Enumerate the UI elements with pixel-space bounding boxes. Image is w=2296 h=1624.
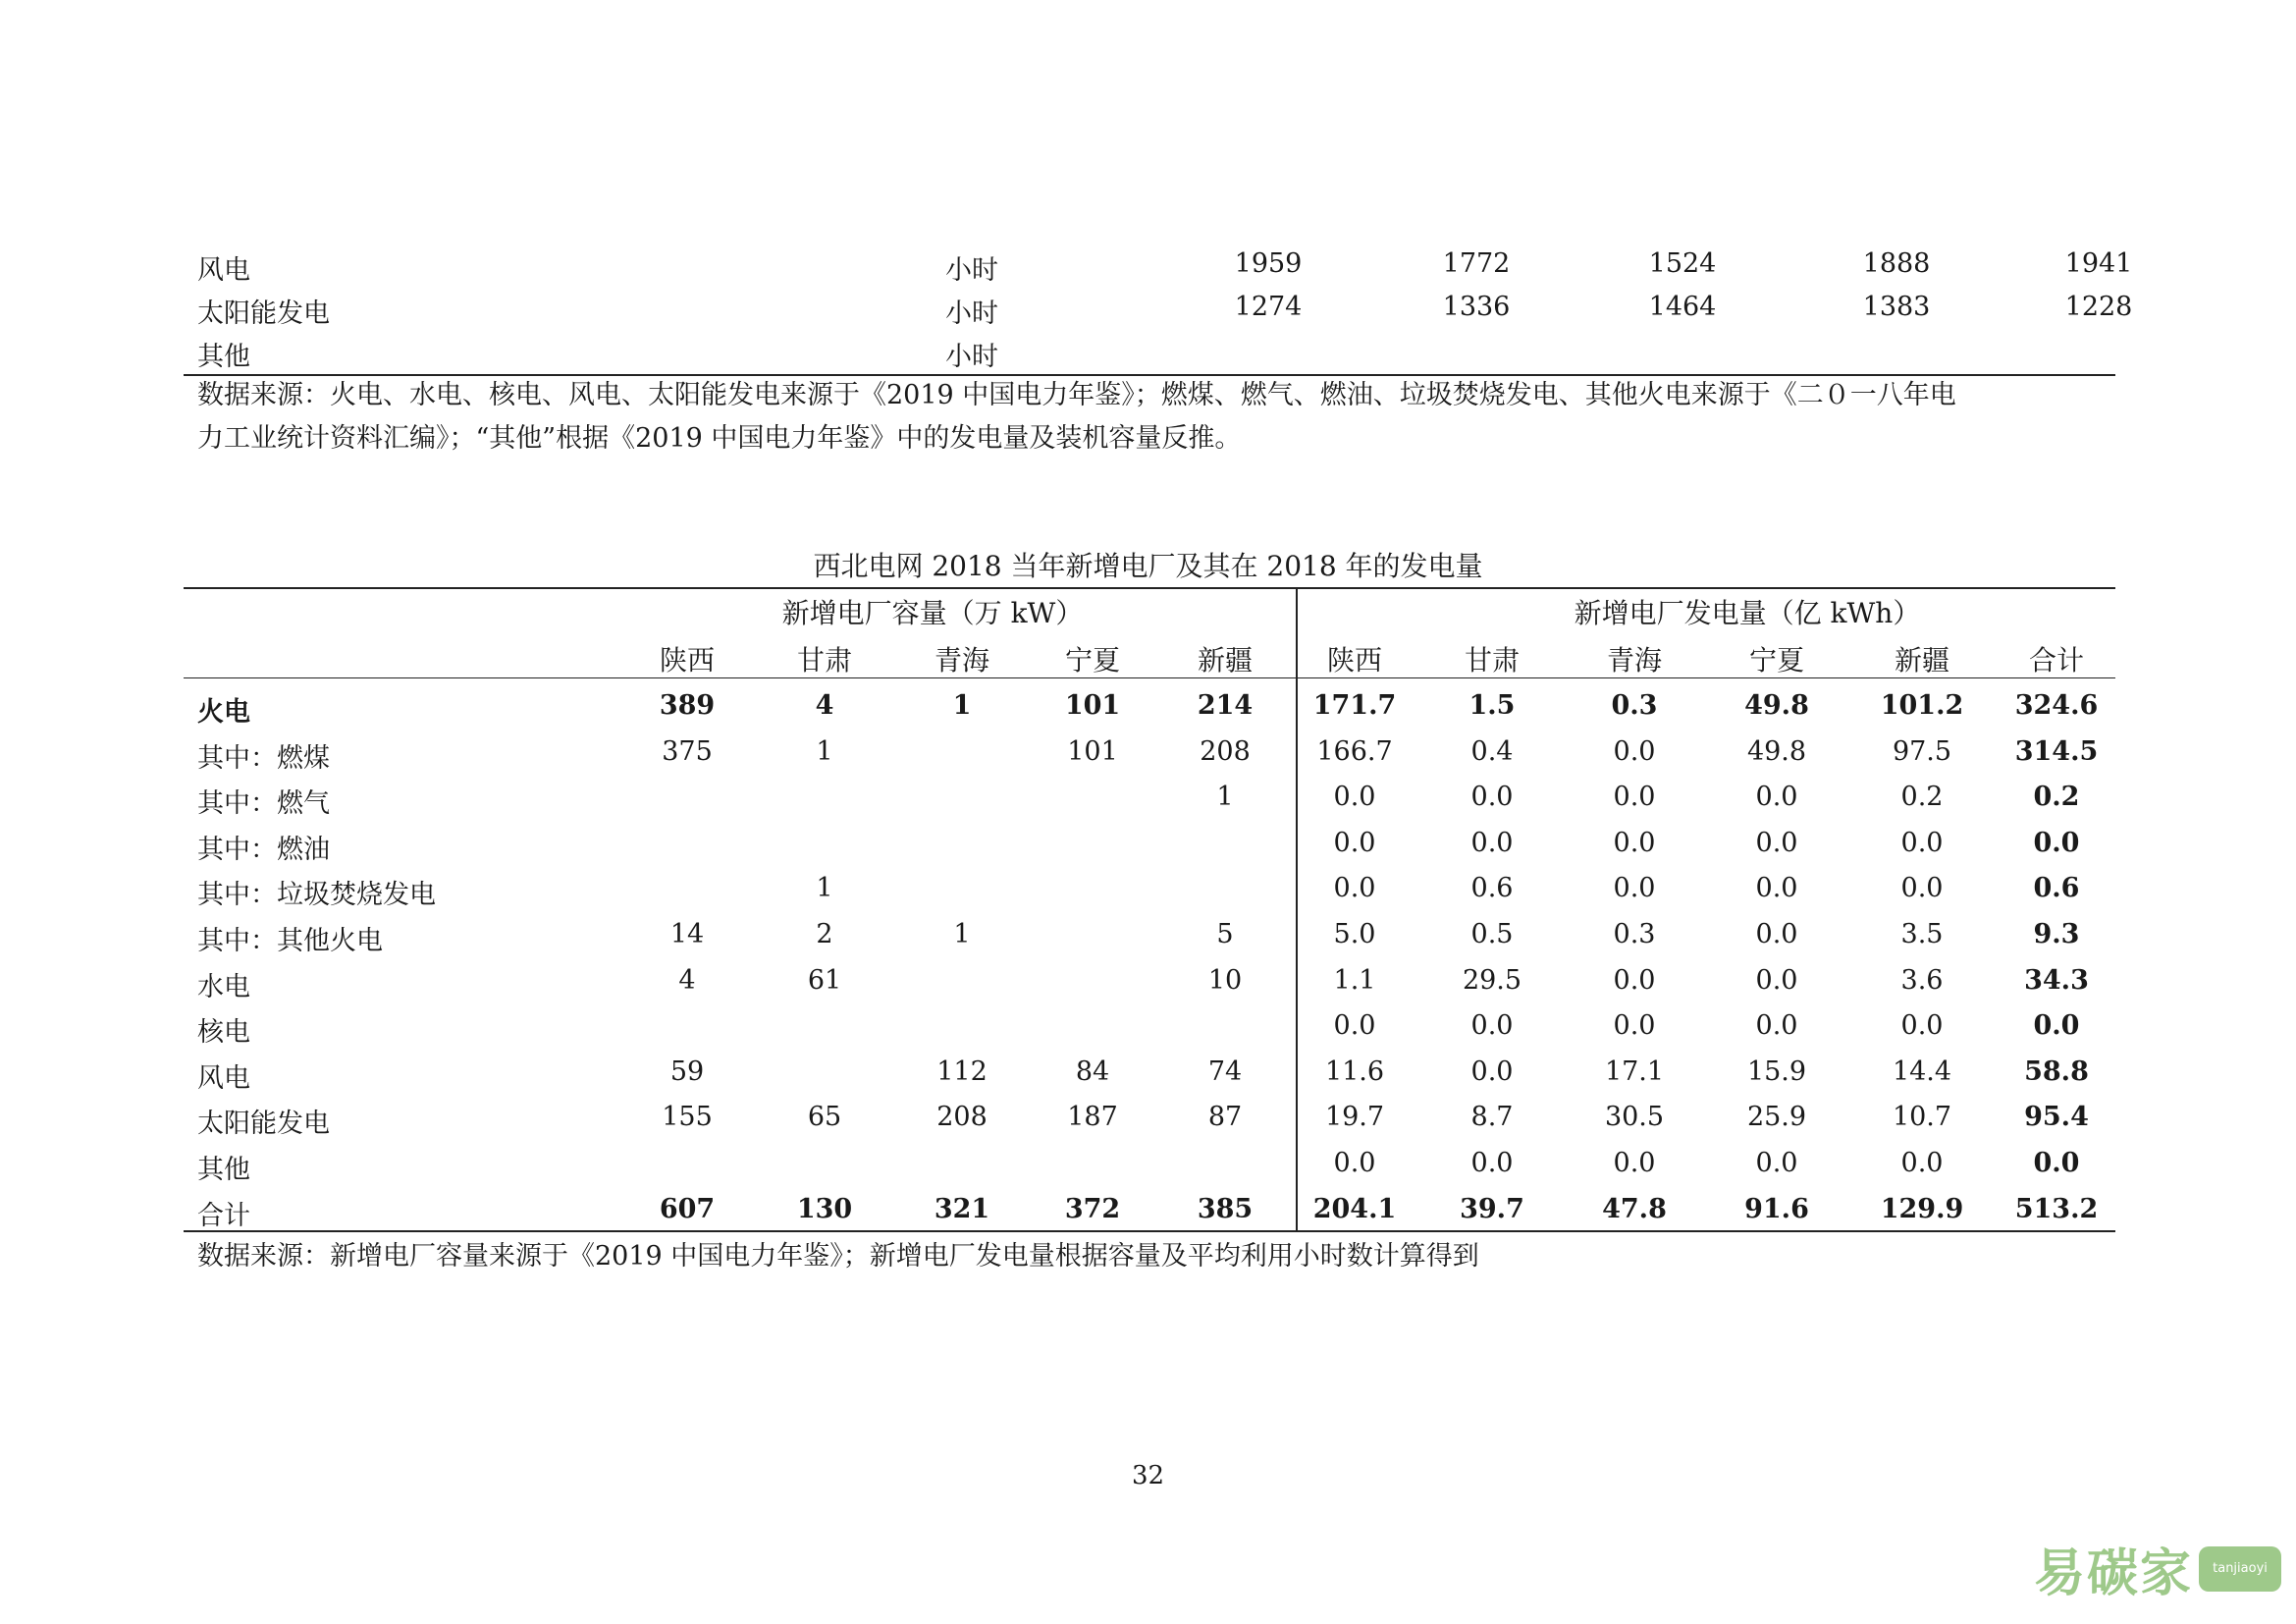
- generation-cell: 129.9: [1880, 1193, 1964, 1224]
- generation-cell: 324.6: [2014, 690, 2099, 721]
- row-value: 1941: [2064, 248, 2133, 279]
- capacity-cell: 101: [1067, 735, 1118, 767]
- row-unit: 小时: [945, 255, 998, 286]
- generation-column-header: 宁夏: [1748, 644, 1804, 677]
- capacity-cell: 214: [1197, 690, 1254, 721]
- generation-cell: 0.0: [1755, 782, 1798, 813]
- generation-column-header: 新疆: [1894, 644, 1949, 677]
- top-source-note-line-1: 数据来源：火电、水电、核电、风电、太阳能发电来源于《2019 中国电力年鉴》；燃煤、燃气、燃油、垃圾焚烧发电、其他火电来源于《二０一八年电: [197, 380, 1956, 410]
- row-value: 1228: [2064, 292, 2133, 322]
- row-label: 合计: [197, 1200, 250, 1231]
- table-row: [184, 1188, 2115, 1234]
- capacity-cell: 4: [815, 690, 834, 721]
- generation-cell: 0.0: [2033, 1147, 2080, 1178]
- generation-cell: 0.0: [1755, 964, 1798, 996]
- generation-cell: 0.0: [1900, 1010, 1944, 1042]
- row-label: 其中：垃圾焚烧发电: [197, 880, 436, 911]
- generation-cell: 0.0: [1900, 827, 1944, 858]
- row-value: 1383: [1862, 292, 1931, 322]
- generation-cell: 0.0: [1470, 1056, 1514, 1087]
- generation-cell: 0.0: [1470, 782, 1514, 813]
- generation-cell: 0.4: [1470, 735, 1514, 767]
- capacity-cell: 1: [816, 873, 833, 904]
- row-value: 1274: [1234, 292, 1303, 322]
- row-value: 1888: [1862, 248, 1931, 279]
- generation-cell: 0.0: [1613, 1147, 1656, 1178]
- generation-cell: 0.0: [1333, 1010, 1376, 1042]
- capacity-cell: 4: [678, 964, 696, 996]
- capacity-group-header: 新增电厂容量（万 kW）: [781, 597, 1084, 629]
- generation-cell: 9.3: [2033, 918, 2080, 949]
- generation-cell: 0.5: [1470, 918, 1514, 949]
- capacity-cell: 14: [669, 918, 705, 949]
- generation-cell: 11.6: [1324, 1056, 1385, 1087]
- watermark-badge: tanjiaoyi: [2199, 1546, 2281, 1592]
- table-row: [184, 1142, 2115, 1188]
- table-row: [184, 776, 2115, 822]
- row-value: 1524: [1648, 248, 1717, 279]
- generation-cell: 25.9: [1746, 1102, 1807, 1133]
- row-value: 1959: [1234, 248, 1303, 279]
- generation-cell: 0.0: [1333, 1147, 1376, 1178]
- row-value: 1772: [1442, 248, 1511, 279]
- generation-cell: 0.0: [1470, 827, 1514, 858]
- generation-cell: 0.0: [1755, 873, 1798, 904]
- generation-cell: 513.2: [2014, 1193, 2099, 1224]
- capacity-cell: 155: [662, 1102, 713, 1133]
- generation-cell: 0.0: [2033, 827, 2080, 858]
- row-label: 其中：其他火电: [197, 925, 383, 956]
- capacity-column-header: 新疆: [1197, 644, 1253, 677]
- top-table: [184, 243, 2133, 372]
- generation-cell: 58.8: [2024, 1056, 2089, 1087]
- generation-cell: 0.0: [1333, 873, 1376, 904]
- generation-cell: 0.0: [1470, 1010, 1514, 1042]
- generation-cell: 0.0: [1470, 1147, 1514, 1178]
- generation-cell: 1.1: [1333, 964, 1376, 996]
- generation-cell: 0.2: [1900, 782, 1944, 813]
- generation-cell: 0.0: [1755, 1010, 1798, 1042]
- row-label: 其中：燃煤: [197, 742, 330, 774]
- generation-cell: 97.5: [1892, 735, 1952, 767]
- generation-cell: 95.4: [2024, 1102, 2089, 1133]
- generation-cell: 8.7: [1470, 1102, 1514, 1133]
- watermark-logo: [2034, 1532, 2281, 1605]
- generation-cell: 0.0: [1900, 1147, 1944, 1178]
- capacity-column-header: 青海: [934, 644, 989, 677]
- row-value: 1336: [1442, 292, 1511, 322]
- generation-cell: 10.7: [1892, 1102, 1952, 1133]
- generation-cell: 0.0: [1613, 735, 1656, 767]
- capacity-cell: 1: [1216, 782, 1234, 813]
- top-table-row: [184, 329, 2115, 372]
- generation-cell: 0.0: [1755, 1147, 1798, 1178]
- row-label: 水电: [197, 971, 250, 1002]
- generation-cell: 0.0: [1333, 782, 1376, 813]
- capacity-cell: 187: [1067, 1102, 1118, 1133]
- generation-column-header: 青海: [1606, 644, 1662, 677]
- generation-cell: 0.0: [1613, 1010, 1656, 1042]
- row-label: 其中：燃油: [197, 834, 330, 865]
- generation-cell: 5.0: [1333, 918, 1376, 949]
- row-label: 其中：燃气: [197, 788, 330, 820]
- capacity-cell: 1: [952, 690, 972, 721]
- row-label: 火电: [197, 697, 250, 728]
- generation-cell: 101.2: [1880, 690, 1964, 721]
- table-row: [184, 1004, 2115, 1051]
- table-row: [184, 731, 2115, 777]
- generation-cell: 49.8: [1744, 690, 1809, 721]
- row-label: 风电: [197, 255, 250, 286]
- generation-cell: 17.1: [1604, 1056, 1665, 1087]
- capacity-cell: 10: [1207, 964, 1243, 996]
- capacity-cell: 208: [1200, 735, 1251, 767]
- capacity-cell: 1: [816, 735, 833, 767]
- generation-cell: 3.5: [1900, 918, 1944, 949]
- capacity-cell: 372: [1064, 1193, 1121, 1224]
- capacity-cell: 59: [669, 1056, 705, 1087]
- capacity-column-header: 陕西: [659, 644, 715, 677]
- capacity-cell: 84: [1075, 1056, 1110, 1087]
- generation-cell: 30.5: [1604, 1102, 1665, 1133]
- main-table-top-rule: [184, 587, 2115, 589]
- main-table-body: [184, 684, 2115, 1233]
- capacity-cell: 607: [659, 1193, 716, 1224]
- row-unit: 小时: [945, 298, 998, 329]
- row-label: 太阳能发电: [197, 1109, 330, 1140]
- capacity-cell: 112: [936, 1056, 988, 1087]
- row-label: 核电: [197, 1017, 250, 1049]
- generation-column-header: 陕西: [1326, 644, 1382, 677]
- generation-cell: 91.6: [1744, 1193, 1809, 1224]
- main-table-bottom-rule: [184, 1230, 2115, 1232]
- capacity-cell: 208: [936, 1102, 988, 1133]
- row-label: 太阳能发电: [197, 298, 330, 329]
- generation-cell: 0.0: [1613, 827, 1656, 858]
- capacity-cell: 2: [816, 918, 833, 949]
- generation-cell: 39.7: [1460, 1193, 1524, 1224]
- generation-cell: 0.6: [1470, 873, 1514, 904]
- generation-cell: 171.7: [1312, 690, 1397, 721]
- generation-cell: 166.7: [1316, 735, 1393, 767]
- generation-cell: 204.1: [1312, 1193, 1397, 1224]
- generation-cell: 34.3: [2024, 964, 2089, 996]
- capacity-cell: 1: [953, 918, 971, 949]
- capacity-cell: 321: [934, 1193, 990, 1224]
- capacity-cell: 65: [807, 1102, 842, 1133]
- capacity-cell: 101: [1064, 690, 1121, 721]
- generation-cell: 19.7: [1324, 1102, 1385, 1133]
- generation-cell: 3.6: [1900, 964, 1944, 996]
- generation-cell: 49.8: [1746, 735, 1807, 767]
- generation-cell: 0.0: [1755, 827, 1798, 858]
- row-unit: 小时: [945, 342, 998, 372]
- capacity-column-header: 甘肃: [796, 644, 852, 677]
- table-row: [184, 959, 2115, 1005]
- generation-column-header: 合计: [2028, 644, 2084, 677]
- generation-cell: 0.0: [1900, 873, 1944, 904]
- capacity-column-header: 宁夏: [1064, 644, 1120, 677]
- table-row: [184, 822, 2115, 868]
- table-row: [184, 1096, 2115, 1142]
- capacity-cell: 130: [796, 1193, 853, 1224]
- page-number: 32: [1131, 1461, 1165, 1490]
- table-row: [184, 913, 2115, 959]
- main-table-header-rule: [184, 677, 2115, 678]
- table-row: [184, 867, 2115, 913]
- table-title: 西北电网 2018 当年新增电厂及其在 2018 年的发电量: [813, 550, 1483, 582]
- generation-cell: 0.0: [1333, 827, 1376, 858]
- watermark-text: 易碳家: [2034, 1544, 2194, 1603]
- generation-cell: 15.9: [1746, 1056, 1807, 1087]
- generation-cell: 0.3: [1611, 690, 1658, 721]
- capacity-cell: 375: [662, 735, 713, 767]
- row-label: 其他: [197, 342, 250, 372]
- generation-cell: 0.0: [1613, 873, 1656, 904]
- generation-group-header: 新增电厂发电量（亿 kWh）: [1574, 597, 1921, 629]
- top-table-row: [184, 286, 2133, 329]
- generation-cell: 47.8: [1602, 1193, 1667, 1224]
- generation-cell: 314.5: [2014, 735, 2099, 767]
- generation-cell: 0.0: [1613, 782, 1656, 813]
- main-source-note: 数据来源：新增电厂容量来源于《2019 中国电力年鉴》；新增电厂发电量根据容量及平均利用小时数计算得到: [197, 1241, 1479, 1272]
- generation-cell: 0.0: [1613, 964, 1656, 996]
- capacity-cell: 87: [1207, 1102, 1243, 1133]
- generation-cell: 1.5: [1468, 690, 1516, 721]
- capacity-cell: 389: [659, 690, 716, 721]
- generation-cell: 29.5: [1462, 964, 1522, 996]
- capacity-cell: 61: [807, 964, 842, 996]
- row-value: 1464: [1648, 292, 1717, 322]
- generation-cell: 0.3: [1613, 918, 1656, 949]
- generation-cell: 0.2: [2033, 782, 2080, 813]
- table-row: [184, 1051, 2115, 1097]
- capacity-cell: 385: [1197, 1193, 1254, 1224]
- capacity-cell: 5: [1216, 918, 1234, 949]
- generation-cell: 14.4: [1892, 1056, 1952, 1087]
- table-row: [184, 684, 2115, 731]
- generation-column-header: 甘肃: [1464, 644, 1520, 677]
- generation-cell: 0.6: [2033, 873, 2080, 904]
- top-table-row: [184, 243, 2133, 286]
- row-label: 风电: [197, 1062, 250, 1094]
- row-label: 其他: [197, 1154, 250, 1185]
- generation-cell: 0.0: [2033, 1010, 2080, 1042]
- generation-cell: 0.0: [1755, 918, 1798, 949]
- capacity-cell: 74: [1207, 1056, 1243, 1087]
- top-source-note-line-2: 力工业统计资料汇编》；“其他”根据《2019 中国电力年鉴》中的发电量及装机容量反推。: [197, 423, 1242, 454]
